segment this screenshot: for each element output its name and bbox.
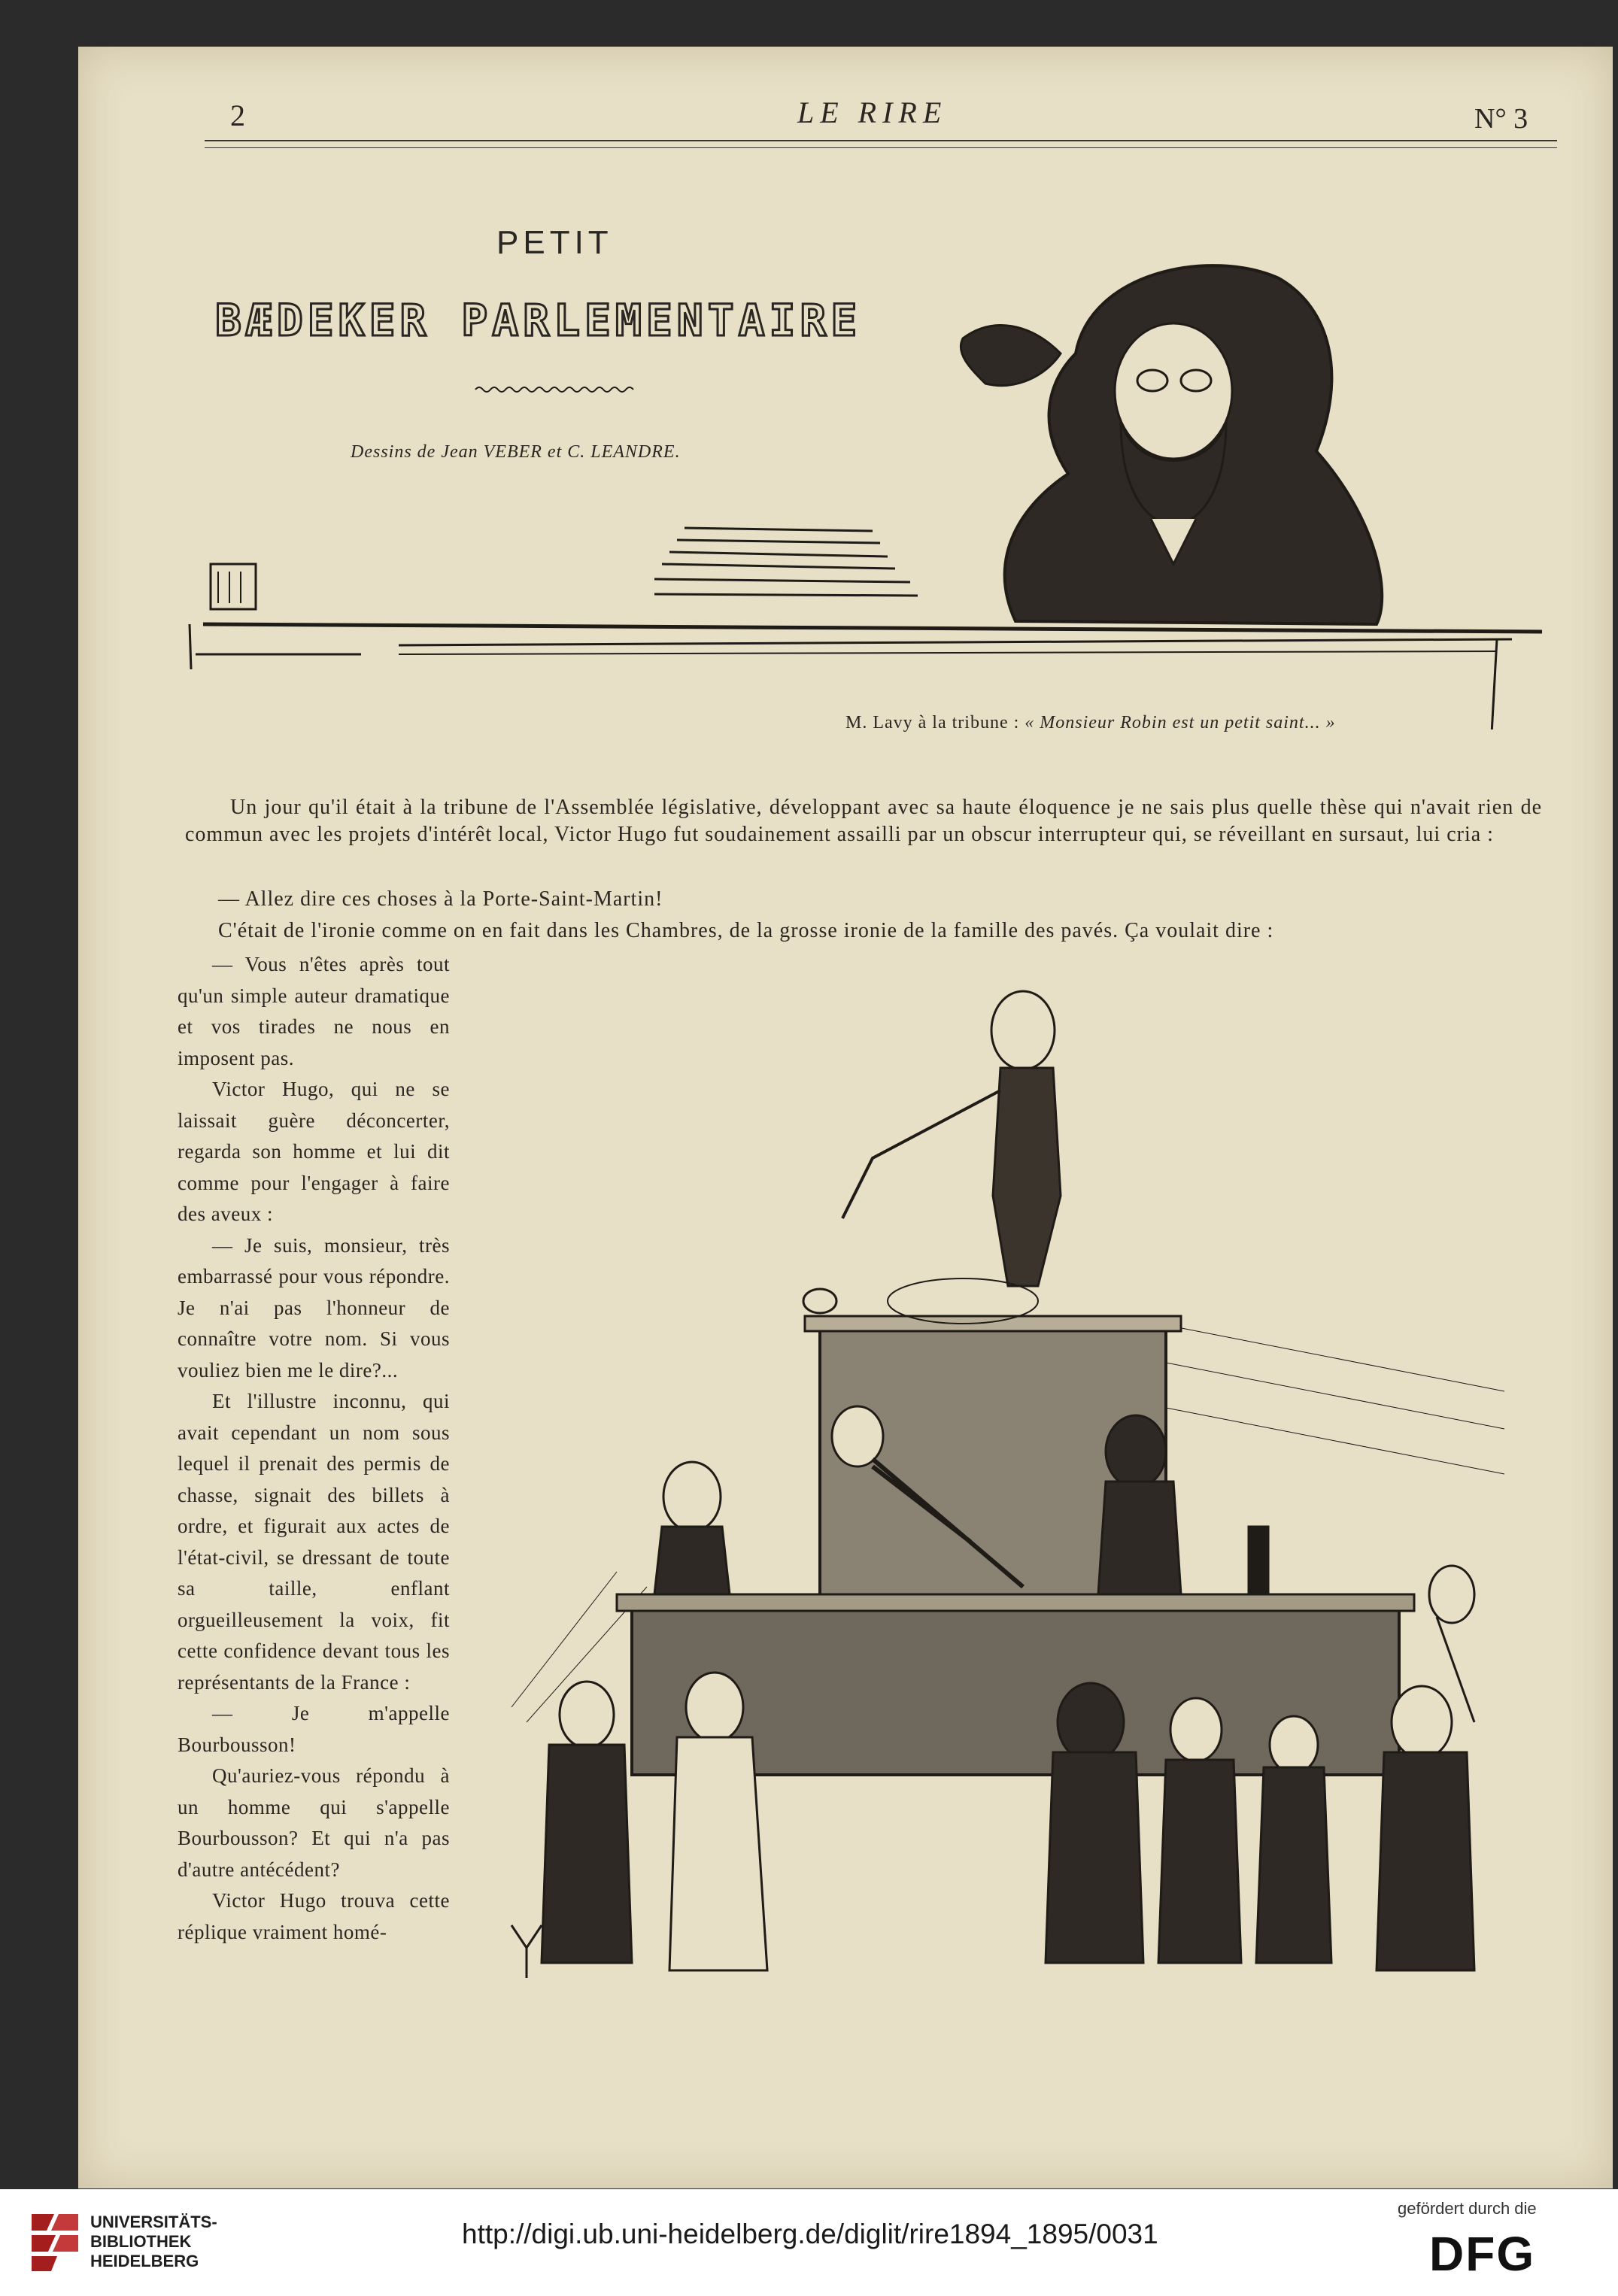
paragraph-irony: C'était de l'ironie comme on en fait dans les Chambres, de la grosse ironie de la famille des pavés. Ça voulait dire :	[218, 919, 1274, 942]
header-rule-bottom	[205, 147, 1557, 148]
illustration-credits: Dessins de Jean VEBER et C. LEANDRE.	[351, 442, 681, 462]
article-title: BÆDEKER PARLEMENTAIRE	[215, 295, 862, 346]
column-paragraph: Qu'auriez-vous répondu à un homme qui s'appelle Bourbousson? Et qui n'a pas d'autre antécédent?	[178, 1764, 450, 1881]
illustration-caption	[845, 713, 1336, 733]
page-number: 2	[230, 99, 245, 132]
header-rule-top	[205, 140, 1557, 141]
library-name-line: BIBLIOTHEK	[90, 2232, 192, 2251]
dfg-logo: DFG	[1429, 2227, 1536, 2281]
library-name-line: UNIVERSITÄTS-	[90, 2213, 217, 2231]
paragraph-porte-saint-martin: — Allez dire ces choses à la Porte-Saint-Martin!	[218, 887, 663, 911]
paragraph-intro: Un jour qu'il était à la tribune de l'Assemblée législative, développant avec sa haute éloquence je ne sais plus quelle thèse qui n'avait rien de commun avec les projets d'intérêt local, Victor Hugo fut soudainement assailli par un obscur interrupteur qui, se réveillant en sursaut, lui cria :	[185, 796, 1542, 846]
article-column	[178, 949, 450, 1948]
column-paragraph: Victor Hugo trouva cette réplique vraiment homé-	[178, 1889, 450, 1943]
library-name	[90, 2213, 217, 2271]
column-paragraph: — Vous n'êtes après tout qu'un simple auteur dramatique et vos tirades ne nous en imposent pas.	[178, 953, 450, 1069]
caption-prefix: M. Lavy à la tribune :	[845, 713, 1020, 732]
library-name-line: HEIDELBERG	[90, 2252, 199, 2270]
article-kicker: PETIT	[496, 224, 613, 261]
column-paragraph: — Je suis, monsieur, très embarrassé pour vous répondre. Je n'ai pas l'honneur de connaître votre nom. Si vous vouliez bien me le dire?...	[178, 1233, 450, 1382]
funding-note: gefördert durch die	[1398, 2199, 1537, 2218]
assembly-tribune-illustration	[481, 970, 1519, 2008]
caption-quote: « Monsieur Robin est un petit saint... »	[1025, 713, 1336, 732]
column-paragraph: Victor Hugo, qui ne se laissait guère déconcerter, regarda son homme et lui dit comme pour l'engager à faire des aveux :	[178, 1078, 450, 1225]
source-url-link[interactable]: http://digi.ub.uni-heidelberg.de/diglit/rire1894_1895/0031	[462, 2219, 1158, 2249]
issue-number: N° 3	[1474, 103, 1528, 135]
column-paragraph: — Je m'appelle Bourbousson!	[178, 1702, 450, 1756]
orator-at-tribune-illustration	[173, 203, 1557, 729]
university-library-logo-icon	[26, 2208, 83, 2276]
journal-title: LE RIRE	[797, 96, 948, 129]
column-paragraph: Et l'illustre inconnu, qui avait cependant un nom sous lequel il prenait des permis de chasse, signait des billets à ordre, et figurait aux actes de l'état-civil, se dressant de toute sa taille, enflant orgueilleusement la voix, fit cette confidence devant tous les représentants de la France :	[178, 1390, 450, 1694]
